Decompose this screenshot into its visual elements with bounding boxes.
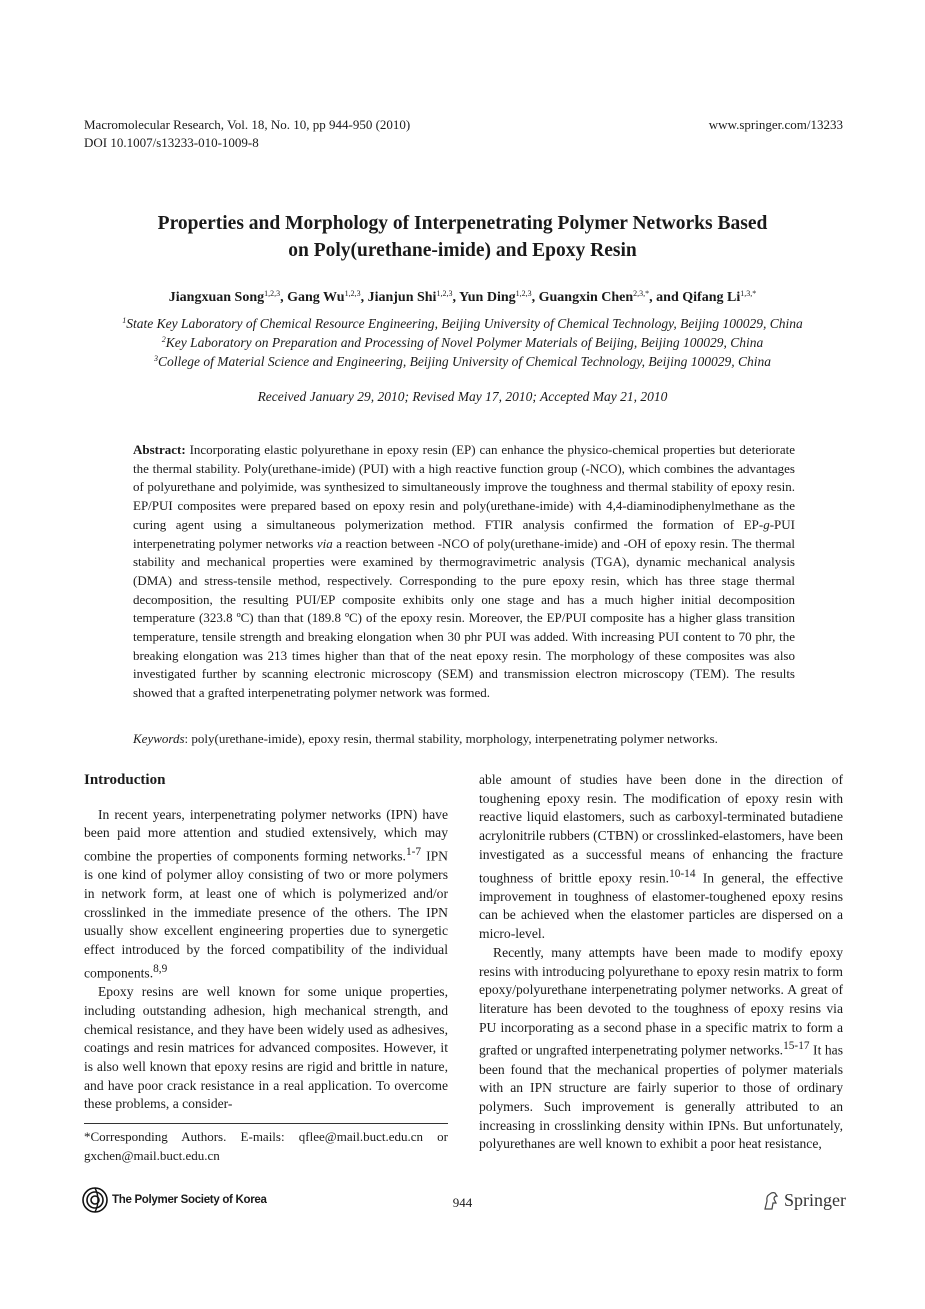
abstract-label: Abstract:	[133, 442, 186, 457]
section-heading-introduction: Introduction	[84, 772, 166, 788]
paragraph: able amount of studies have been done in the direction of toughening epoxy resin. The modification of epoxy resin with reactive liquid elastomers, such as carboxyl-terminated butadiene acrylonitrile rubbers (CTBN) or crosslinked-elastomers, have been investigated as a successful means of enhancing the fracture toughness of brittle epoxy resin.$^{10-14}$ In general, the effective improvement in toughness of elastomer-toughened epoxy resins can be achieved when the elastomer particles are dispersed on a micro-level.	[479, 772, 843, 942]
paragraph: Epoxy resins are well known for some unique properties, including outstanding adhesion, high mechanical strength, and chemical resistance, and they have been widely used as adhesives, coatings and resin matrices for advanced composites. However, it is also well known that epoxy resins are rigid and brittle in nature, and have poor crack resistance in a real application. To overcome these problems, a consider-	[84, 984, 448, 1112]
polymer-society-logo	[82, 1187, 267, 1213]
paragraph: Recently, many attempts have been made to modify epoxy resins with introducing polyurethane to epoxy resin matrix to form epoxy/polyurethane interpenetrating polymer networks. A great of literature has been devoted to the toughness of epoxy resins via PU incorporating as a second phase in a specific matrix to form a grafted or ungrafted interpenetrating polymer networks.$^{15-17}$ It has been found that the mechanical properties of polymer materials with an IPN structure are fairly superior to those of ordinary polymers. Such improvement is generally attributed to an increasing in crosslinking density within IPNs. But unfortunately, polyurethanes are well known to exhibit a poor heat resistance,	[479, 944, 843, 1152]
keywords: Keywords: poly(urethane-imide), epoxy resin, thermal stability, morphology, interpenetrating polymer networks.	[133, 731, 718, 746]
affiliation: $^2$Key Laboratory on Preparation and Processing of Novel Polymer Materials of Beijing, Beijing 100029, China	[161, 335, 764, 350]
footnote-rule	[84, 1123, 448, 1124]
author: Qifang $Li^{1,3,*}$	[682, 289, 757, 305]
right-column	[479, 771, 843, 1154]
author: Gang Wu$^{1,2,3}$,	[287, 289, 368, 305]
paragraph: In recent years, interpenetrating polymer networks (IPN) have been paid more attention and studied extensively, which may combine the properties of components forming networks.$^{1-7}$ IPN is one kind of polymer alloy consisting of two or more polymers in network form, at least one of which is polymerized and/or crosslinked in the immediate presence of the others. The IPN usually show excellent engineering properties due to synergetic effect introduced by the forced compatibility of the individual components.$^{8,9}$	[84, 806, 448, 981]
author: Jianjun Shi$^{1,2,3}$,	[367, 289, 459, 305]
page-number: 944	[452, 1195, 473, 1210]
springer-horse-icon	[762, 1191, 780, 1211]
doi: DOI 10.1007/s13233-010-1009-8	[84, 135, 259, 150]
author-list	[60, 289, 865, 307]
left-column	[84, 771, 448, 1114]
publisher-name: Springer	[784, 1190, 846, 1210]
affiliation: $^3$College of Material Science and Engineering, Beijing University of Chemical Technology, Beijing 100029, China	[154, 354, 771, 369]
society-name: The Polymer Society of Korea	[112, 1194, 267, 1206]
author: Yun Ding$^{1,2,3}$,	[458, 289, 539, 305]
keywords-label: Keywords	[133, 731, 185, 746]
corresponding-footnote: *Corresponding Authors. E-mails: qflee@mail.buct.edu.cn or gxchen@mail.buct.edu.cn	[84, 1129, 448, 1163]
springer-logo	[762, 1190, 846, 1211]
title-line-2: on Poly(urethane-imide) and Epoxy Resin	[288, 240, 637, 261]
author: Jiangxuan Song$^{1,2,3}$,	[168, 289, 288, 305]
polymer-society-icon	[82, 1187, 108, 1213]
abstract: Abstract: Incorporating elastic polyurethane in epoxy resin (EP) can enhance the physico-chemical properties but deteriorate the thermal stability. Poly(urethane-imide) (PUI) with a high reactive function group (-NCO), which combines the advantages of polyurethane and polyimide, was synthesized to simultaneously improve the toughness and thermal stability of epoxy resin. EP/PUI composites were prepared based on epoxy resin and poly(urethane-imide) with 4,4-diaminodiphenylmethane as the curing agent using a simultaneous polymerization method. FTIR analysis confirmed the formation of EP-g-PUI interpenetrating polymer networks via a reaction between -NCO of poly(urethane-imide) and -OH of epoxy resin. The thermal stability and mechanical properties were examined by thermogravimetric analysis (TGA), dynamic mechanical analysis (DMA) and stress-tensile method, respectively. Corresponding to the pure epoxy resin, which has three stage thermal decomposition, the resulting PUI/EP composite exhibits only one stage and has a much higher initial decomposition temperature (323.8 ºC) than that (189.8 ºC) of the epoxy resin. Moreover, the EP/PUI composite has a higher glass transition temperature, tensile strength and breaking elongation when 30 phr PUI was added. With increasing PUI content to 70 phr, the breaking elongation was 213 times higher than that of the neat epoxy resin. The morphology of these composites was also investigated further by scanning electronic microscopy (SEM) and transmission electron microscopy (TEM). The results showed that a grafted interpenetrating polymer network was formed.	[133, 442, 795, 701]
journal-url[interactable]: www.springer.com/13233	[708, 117, 843, 132]
paper-title	[100, 210, 825, 264]
title-line-1: Properties and Morphology of Interpenetrating Polymer Networks Based	[157, 213, 768, 234]
affiliation-list	[40, 314, 885, 371]
journal-citation: Macromolecular Research, Vol. 18, No. 10, pp 944-950 (2010)	[84, 117, 411, 132]
author: Guangxin Chen$^{2,3,*}$, and	[538, 289, 683, 305]
submission-dates: Received January 29, 2010; Revised May 17, 2010; Accepted May 21, 2010	[257, 389, 668, 404]
affiliation: $^1$State Key Laboratory of Chemical Resource Engineering, Beijing University of Chemical Technology, Beijing 100029, China	[122, 316, 803, 331]
